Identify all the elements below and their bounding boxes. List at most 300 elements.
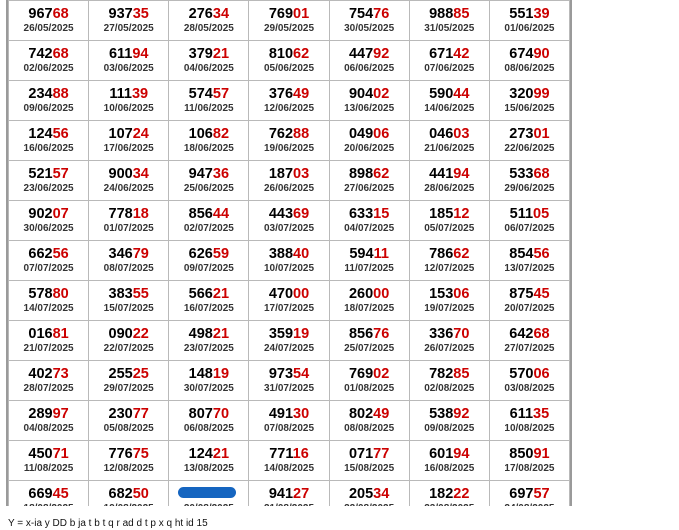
table-row (9, 41, 570, 81)
result-number-tail: 21 (212, 446, 230, 462)
result-date: 14/06/2025 (424, 103, 475, 114)
result-number: 90402 (348, 86, 390, 102)
result-date: 12/07/2025 (424, 263, 475, 274)
result-number-tail: 56 (52, 126, 69, 142)
result-number-tail: 01 (293, 6, 310, 22)
result-number: 49821 (188, 326, 230, 342)
horizontal-scrollbar-thumb[interactable] (178, 487, 236, 498)
result-number: 90207 (28, 206, 69, 222)
result-number-tail: 94 (453, 446, 470, 462)
result-date: 30/07/2025 (183, 383, 234, 394)
result-number-tail: 76 (373, 326, 390, 342)
result-number: 37921 (188, 46, 230, 62)
result-date: 05/08/2025 (103, 423, 154, 434)
result-number: 38355 (108, 286, 149, 302)
result-date: 19/06/2025 (263, 143, 315, 154)
result-date: 22/07/2025 (103, 343, 154, 354)
result-number: 74268 (28, 46, 69, 62)
result-number: 26000 (348, 286, 390, 302)
result-date: 17/07/2025 (263, 303, 315, 314)
result-number-tail: 21 (212, 46, 230, 62)
table-row (9, 201, 570, 241)
result-cell[interactable] (9, 241, 89, 281)
result-number-tail: 91 (533, 446, 550, 462)
result-number-tail: 85 (453, 6, 470, 22)
result-cell[interactable] (89, 201, 169, 241)
result-date: 29/05/2025 (263, 23, 315, 34)
result-number-tail: 54 (293, 366, 310, 382)
result-cell[interactable] (489, 161, 569, 201)
result-number-tail: 70 (212, 406, 230, 422)
result-cell[interactable] (249, 361, 329, 401)
result-date: 16/06/2025 (23, 143, 74, 154)
result-date: 16/07/2025 (183, 303, 234, 314)
result-cell[interactable] (329, 41, 409, 81)
result-number: 15306 (429, 286, 470, 302)
result-cell[interactable] (409, 201, 489, 241)
result-cell[interactable] (169, 401, 249, 441)
result-date: 07/06/2025 (424, 63, 475, 74)
result-number-tail: 11 (373, 246, 389, 262)
result-number-tail: 68 (52, 46, 69, 62)
result-number: 94736 (188, 166, 230, 182)
result-number: 33670 (429, 326, 470, 342)
result-cell[interactable] (169, 201, 249, 241)
result-number-tail: 02 (373, 86, 390, 102)
result-number-tail: 49 (373, 406, 390, 422)
result-cell[interactable] (409, 401, 489, 441)
result-cell[interactable] (249, 161, 329, 201)
result-date: 27/05/2025 (103, 23, 154, 34)
result-number: 04603 (429, 126, 470, 142)
result-number: 35919 (268, 326, 310, 342)
result-cell[interactable] (169, 361, 249, 401)
result-cell[interactable] (329, 161, 409, 201)
result-cell[interactable] (329, 81, 409, 121)
result-number-tail: 00 (373, 286, 390, 302)
result-cell[interactable] (409, 81, 489, 121)
result-number: 57457 (188, 86, 230, 102)
result-date: 18/07/2025 (344, 303, 395, 314)
result-cell[interactable] (9, 321, 89, 361)
result-number: 63315 (348, 206, 390, 222)
result-number: 94127 (268, 486, 310, 502)
result-cell[interactable] (489, 121, 569, 161)
result-number: 12421 (188, 446, 230, 462)
result-cell[interactable] (409, 41, 489, 81)
result-number-tail: 15 (373, 206, 390, 222)
result-cell[interactable] (89, 41, 169, 81)
result-date: 23/07/2025 (183, 343, 234, 354)
result-cell[interactable] (9, 1, 89, 41)
table-row (9, 441, 570, 481)
result-number-tail: 19 (212, 366, 230, 382)
result-date: 20/07/2025 (504, 303, 555, 314)
result-date: 06/06/2025 (344, 63, 395, 74)
result-date: 19/07/2025 (424, 303, 475, 314)
result-cell[interactable] (89, 121, 169, 161)
result-date: 01/06/2025 (504, 23, 555, 34)
result-number: 34679 (108, 246, 149, 262)
result-number-tail: 68 (52, 6, 69, 22)
result-cell[interactable] (169, 41, 249, 81)
results-table-container (6, 0, 572, 506)
result-cell[interactable] (89, 1, 169, 41)
result-number-tail: 94 (132, 46, 149, 62)
result-date: 04/08/2025 (23, 423, 74, 434)
result-number: 77818 (108, 206, 149, 222)
result-number-tail: 55 (132, 286, 149, 302)
result-number: 18512 (429, 206, 470, 222)
result-cell[interactable] (9, 361, 89, 401)
result-cell[interactable] (9, 81, 89, 121)
result-cell[interactable] (249, 121, 329, 161)
result-cell[interactable] (249, 81, 329, 121)
result-cell[interactable] (249, 241, 329, 281)
result-number: 76902 (348, 366, 390, 382)
result-number: 38840 (268, 246, 310, 262)
result-number-tail: 34 (132, 166, 149, 182)
result-cell[interactable] (409, 161, 489, 201)
result-date: 07/08/2025 (263, 423, 315, 434)
result-number-tail: 81 (52, 326, 69, 342)
result-cell[interactable] (489, 81, 569, 121)
result-number-tail: 02 (373, 366, 390, 382)
result-number-tail: 92 (453, 406, 470, 422)
result-cell[interactable] (329, 201, 409, 241)
result-date: 27/07/2025 (504, 343, 555, 354)
result-cell[interactable] (329, 321, 409, 361)
result-number-tail: 79 (132, 246, 149, 262)
result-cell[interactable] (89, 321, 169, 361)
result-date: 02/07/2025 (183, 223, 234, 234)
result-cell[interactable] (409, 121, 489, 161)
result-cell[interactable] (249, 401, 329, 441)
result-number-tail: 00 (293, 286, 310, 302)
result-number: 67142 (429, 46, 470, 62)
result-number: 53368 (509, 166, 550, 182)
result-number-tail: 50 (132, 486, 149, 502)
result-number: 67490 (509, 46, 550, 62)
result-number-tail: 71 (52, 446, 69, 462)
results-table-body (9, 1, 570, 521)
result-date: 03/08/2025 (504, 383, 555, 394)
result-date: 17/06/2025 (103, 143, 154, 154)
result-cell[interactable] (489, 241, 569, 281)
result-cell[interactable] (329, 401, 409, 441)
table-row (9, 401, 570, 441)
result-cell[interactable] (169, 241, 249, 281)
result-number: 40273 (28, 366, 69, 382)
result-number: 11139 (109, 86, 149, 102)
result-number-tail: 22 (132, 326, 149, 342)
result-cell[interactable] (249, 1, 329, 41)
result-date: 08/07/2025 (103, 263, 154, 274)
result-number-tail: 12 (453, 206, 470, 222)
result-cell[interactable] (169, 441, 249, 481)
result-number-tail: 97 (52, 406, 69, 422)
results-table (8, 0, 570, 521)
result-cell[interactable] (249, 201, 329, 241)
result-cell[interactable] (89, 401, 169, 441)
result-number: 66945 (28, 486, 69, 502)
result-number-tail: 05 (533, 206, 550, 222)
result-cell[interactable] (409, 281, 489, 321)
result-cell[interactable] (489, 1, 569, 41)
result-number-tail: 45 (52, 486, 69, 502)
result-number-tail: 34 (373, 486, 390, 502)
footer-note: Y = x-ia y DD b ja t b t q r ad d t p x q ht id 15 (8, 518, 208, 529)
result-date: 29/07/2025 (103, 383, 154, 394)
result-date: 26/07/2025 (424, 343, 475, 354)
result-date: 16/08/2025 (424, 463, 475, 474)
result-date: 25/07/2025 (344, 343, 395, 354)
result-cell[interactable] (169, 161, 249, 201)
result-cell[interactable] (489, 321, 569, 361)
result-cell[interactable] (409, 441, 489, 481)
result-cell[interactable] (329, 1, 409, 41)
result-number: 04906 (348, 126, 390, 142)
result-number: 62659 (188, 246, 230, 262)
result-date: 10/08/2025 (504, 423, 555, 434)
result-number-tail: 27 (293, 486, 310, 502)
table-row (9, 121, 570, 161)
result-number-tail: 21 (212, 286, 230, 302)
result-date: 23/06/2025 (23, 183, 74, 194)
result-number-tail: 62 (293, 46, 310, 62)
result-number-tail: 82 (212, 126, 230, 142)
result-number: 23077 (108, 406, 149, 422)
result-cell[interactable] (329, 281, 409, 321)
result-number: 98885 (429, 6, 470, 22)
result-number-tail: 25 (132, 366, 149, 382)
result-date: 13/06/2025 (344, 103, 395, 114)
result-number-tail: 39 (533, 6, 550, 22)
result-number: 61135 (509, 406, 550, 422)
result-number-tail: 76 (373, 6, 390, 22)
result-number: 85676 (348, 326, 390, 342)
result-number: 52157 (28, 166, 69, 182)
result-cell[interactable] (249, 41, 329, 81)
result-number-tail: 88 (293, 126, 310, 142)
result-number-tail: 06 (373, 126, 390, 142)
result-number: 81062 (268, 46, 310, 62)
result-number-tail: 40 (293, 246, 310, 262)
result-cell[interactable] (489, 41, 569, 81)
result-date: 12/06/2025 (263, 103, 315, 114)
result-cell[interactable] (409, 241, 489, 281)
result-cell[interactable] (409, 1, 489, 41)
result-number-tail: 49 (293, 86, 310, 102)
result-number: 61194 (108, 46, 149, 62)
result-number-tail: 19 (293, 326, 310, 342)
result-cell[interactable] (9, 281, 89, 321)
result-cell[interactable] (169, 121, 249, 161)
result-date: 14/08/2025 (263, 463, 315, 474)
result-number: 20534 (348, 486, 390, 502)
result-cell[interactable] (489, 361, 569, 401)
result-date: 15/08/2025 (344, 463, 395, 474)
result-number: 97354 (268, 366, 310, 382)
result-number-tail: 30 (293, 406, 310, 422)
result-cell[interactable] (489, 201, 569, 241)
result-cell[interactable] (89, 361, 169, 401)
result-number: 28997 (28, 406, 69, 422)
result-date: 28/07/2025 (23, 383, 74, 394)
result-number: 27301 (509, 126, 550, 142)
result-number: 25525 (108, 366, 149, 382)
result-cell[interactable] (89, 161, 169, 201)
result-cell[interactable] (329, 361, 409, 401)
result-number: 77116 (269, 446, 309, 462)
result-number: 10724 (108, 126, 149, 142)
result-cell[interactable] (89, 81, 169, 121)
result-number: 90034 (108, 166, 149, 182)
result-cell[interactable] (409, 361, 489, 401)
result-cell[interactable] (89, 441, 169, 481)
result-number-tail: 44 (453, 86, 470, 102)
result-date: 02/08/2025 (424, 383, 475, 394)
table-row (9, 361, 570, 401)
result-date: 03/07/2025 (263, 223, 315, 234)
result-number-tail: 88 (52, 86, 69, 102)
result-number: 68250 (108, 486, 149, 502)
result-number: 76288 (268, 126, 310, 142)
result-cell[interactable] (329, 121, 409, 161)
result-number: 60194 (429, 446, 470, 462)
result-number: 69757 (509, 486, 550, 502)
result-number: 44194 (429, 166, 470, 182)
result-number-tail: 57 (533, 486, 550, 502)
result-date: 02/06/2025 (23, 63, 74, 74)
result-date: 05/06/2025 (263, 63, 315, 74)
result-date: 05/07/2025 (424, 223, 475, 234)
result-number-tail: 03 (453, 126, 470, 142)
result-date: 11/07/2025 (344, 263, 394, 274)
result-date: 07/07/2025 (23, 263, 74, 274)
result-date: 17/08/2025 (504, 463, 555, 474)
result-number: 57880 (28, 286, 69, 302)
result-number-tail: 39 (131, 86, 149, 102)
result-number-tail: 56 (52, 246, 69, 262)
result-number: 23488 (28, 86, 69, 102)
result-cell[interactable] (89, 281, 169, 321)
result-number: 44792 (348, 46, 390, 62)
result-number: 76901 (268, 6, 310, 22)
result-cell[interactable] (9, 41, 89, 81)
result-number-tail: 45 (533, 286, 550, 302)
result-number: 27634 (188, 6, 230, 22)
table-row (9, 281, 570, 321)
result-number-tail: 77 (132, 406, 149, 422)
result-cell[interactable] (249, 441, 329, 481)
result-number: 89862 (348, 166, 390, 182)
result-cell[interactable] (169, 321, 249, 361)
result-date: 21/06/2025 (424, 143, 475, 154)
result-number: 18703 (268, 166, 310, 182)
result-number-tail: 07 (52, 206, 69, 222)
result-number: 45071 (28, 446, 69, 462)
result-cell[interactable] (9, 161, 89, 201)
result-number: 14819 (188, 366, 230, 382)
result-number-tail: 77 (373, 446, 390, 462)
result-cell[interactable] (9, 401, 89, 441)
result-date: 13/08/2025 (183, 463, 234, 474)
result-cell[interactable] (329, 241, 409, 281)
result-number-tail: 62 (453, 246, 470, 262)
result-date: 06/07/2025 (504, 223, 555, 234)
result-number-tail: 94 (453, 166, 470, 182)
result-date: 04/07/2025 (344, 223, 395, 234)
result-number: 32099 (509, 86, 550, 102)
result-date: 18/06/2025 (183, 143, 234, 154)
result-number-tail: 34 (212, 6, 230, 22)
result-number: 51105 (509, 206, 550, 222)
result-cell[interactable] (169, 1, 249, 41)
result-cell[interactable] (489, 441, 569, 481)
result-date: 30/05/2025 (344, 23, 395, 34)
result-cell[interactable] (329, 441, 409, 481)
result-number-tail: 73 (52, 366, 69, 382)
table-row (9, 161, 570, 201)
result-date: 24/06/2025 (103, 183, 154, 194)
result-date: 01/07/2025 (103, 223, 154, 234)
result-date: 26/05/2025 (23, 23, 74, 34)
result-cell[interactable] (169, 281, 249, 321)
result-number: 93735 (108, 6, 149, 22)
result-date: 31/05/2025 (424, 23, 475, 34)
result-cell[interactable] (489, 281, 569, 321)
result-number-tail: 57 (212, 86, 230, 102)
result-cell[interactable] (9, 121, 89, 161)
result-number: 77675 (108, 446, 149, 462)
result-cell[interactable] (409, 321, 489, 361)
result-cell[interactable] (89, 241, 169, 281)
table-row (9, 241, 570, 281)
result-number: 01681 (28, 326, 69, 342)
result-cell[interactable] (489, 401, 569, 441)
result-number: 10682 (188, 126, 230, 142)
result-cell[interactable] (169, 81, 249, 121)
result-date: 11/06/2025 (184, 103, 234, 114)
result-date: 22/06/2025 (504, 143, 555, 154)
result-cell[interactable] (249, 321, 329, 361)
result-date: 14/07/2025 (23, 303, 74, 314)
right-margin (572, 0, 679, 525)
result-cell[interactable] (9, 441, 89, 481)
result-number-tail: 44 (212, 206, 230, 222)
result-date: 15/06/2025 (504, 103, 555, 114)
result-number: 18222 (429, 486, 470, 502)
result-date: 24/07/2025 (263, 343, 315, 354)
result-number-tail: 01 (533, 126, 550, 142)
result-cell[interactable] (249, 281, 329, 321)
result-number-tail: 57 (52, 166, 69, 182)
result-number-tail: 62 (373, 166, 390, 182)
result-date: 30/06/2025 (23, 223, 74, 234)
result-number-tail: 56 (533, 246, 550, 262)
result-number: 49130 (268, 406, 310, 422)
result-cell[interactable] (9, 201, 89, 241)
result-number-tail: 70 (453, 326, 470, 342)
result-number: 80249 (348, 406, 390, 422)
result-number: 64268 (509, 326, 550, 342)
result-number-tail: 18 (132, 206, 149, 222)
result-date: 12/08/2025 (103, 463, 154, 474)
result-number-tail: 36 (212, 166, 230, 182)
result-date: 15/07/2025 (103, 303, 154, 314)
result-date: 10/07/2025 (263, 263, 315, 274)
